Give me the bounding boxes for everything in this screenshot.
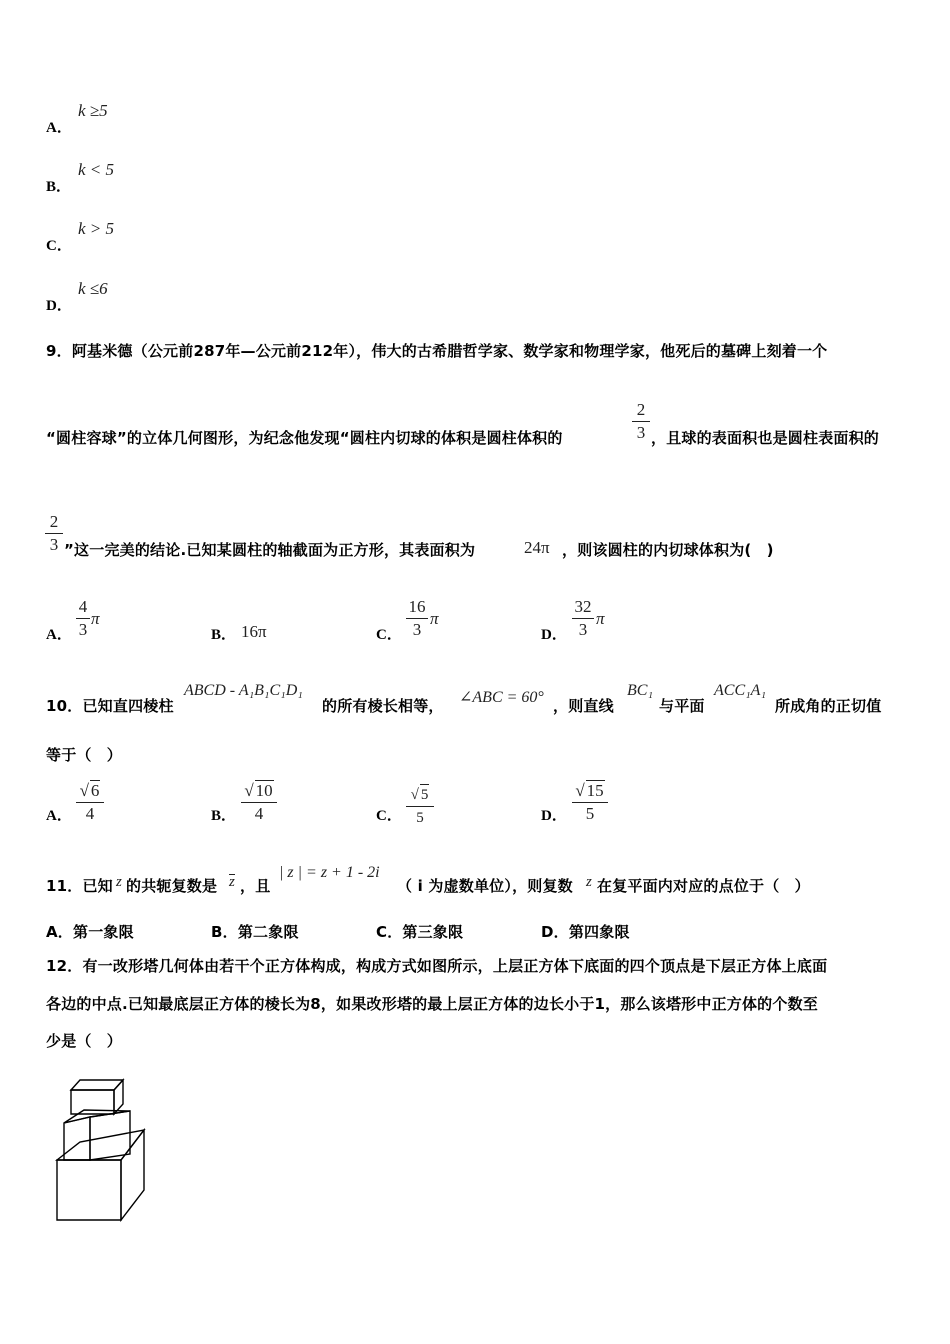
top-cube-side [114,1080,123,1114]
q9-frac2-den: 3 [49,535,59,554]
middle-cube-right [90,1111,130,1160]
q9-line-2b: ，且球的表面积也是圆柱表面积的 [651,429,880,447]
bottom-cube-side [121,1130,144,1220]
q10-option-a-radicand: 6 [90,781,100,800]
q10-prefix: 10．已知直四棱柱 [46,697,174,715]
q8-option-d-label: D． [46,298,72,314]
cube-tower-figure [50,1070,160,1230]
q10-option-a-fraction: √ 6 4 [76,780,104,824]
q9-fraction-two-thirds-1 [632,400,650,443]
q11-z: z [116,874,122,890]
q10-mid-3: 与平面 [659,697,705,715]
q12-line-1: 12．有一改形塔几何体由若干个正方体构成，构成方式如图所示，上层正方体下底面的四个顶点是下层正方体上底面 [46,957,828,975]
q9-frac2-num: 2 [49,512,59,531]
q10-option-c-label: C． [376,808,402,824]
q11-prefix: 11．已知 [46,877,113,895]
q8-option-a-expr: k ≥5 [78,101,108,120]
bottom-cube-front [57,1160,121,1220]
q9-surface-area: 24π [524,538,550,557]
q12-line-3: 少是（ ） [46,1032,123,1050]
q10-option-d-radicand: 15 [586,781,604,800]
q9-option-d-label: D． [541,627,567,643]
q10-plane: ACC₁A₁ [714,682,767,699]
q11-option-c: C．第三象限 [376,923,464,941]
q10-option-c-radicand: 5 [420,784,430,805]
q8-option-a-label: A． [46,120,72,136]
middle-cube-top [64,1110,130,1123]
q9-option-d-num: 32 [574,597,592,616]
q10-option-d-fraction: √ 15 5 [572,780,608,824]
q9-option-a-num: 4 [78,597,88,616]
q10-option-b-radicand: 10 [255,781,273,800]
middle-cube-left [64,1117,90,1160]
q9-option-c-den: 3 [412,620,422,639]
q9-option-c-pi: π [430,609,439,628]
q9-option-d-fraction [572,597,594,640]
q10-line-bc1: BC₁ [627,682,654,699]
q10-mid-2: ，则直线 [553,697,614,715]
q10-option-b-fraction: √ 10 4 [241,780,277,824]
q9-line-2a: “圆柱容球”的立体几何图形，为纪念他发现“圆柱内切球的体积是圆柱体积的 [46,429,563,447]
q10-option-a-den: 4 [85,804,95,823]
q9-option-c-num: 16 [408,597,426,616]
q8-option-b-expr: k < 5 [78,160,115,179]
q10-option-c-den: 5 [416,810,424,826]
q9-option-b-value: 16π [241,622,267,641]
q11-z-2: z [586,874,592,890]
q10-angle: ∠ABC = 60° [459,689,544,706]
q11-option-a: A．第一象限 [46,923,134,941]
q11-mid-4: 在复平面内对应的点位于（ ） [597,877,810,895]
q10-option-b-den: 4 [254,804,264,823]
q11-option-d: D．第四象限 [541,923,630,941]
q10-option-a-label: A． [46,808,72,824]
q9-option-a-pi: π [91,609,100,628]
q9-option-a-den: 3 [78,620,88,639]
q11-equation: | z | = z + 1 - 2i [279,864,380,881]
q9-frac1-den: 3 [636,423,646,442]
q11-z-bar: z [229,874,235,890]
q8-option-c-label: C． [46,238,72,254]
q9-option-b-label: B． [211,627,237,643]
q10-option-b-label: B． [211,808,237,824]
q9-option-d-pi: π [596,609,605,628]
q10-line-2: 等于（ ） [46,746,123,764]
q9-line-3a: ”这一完美的结论.已知某圆柱的轴截面为正方形，其表面积为 [64,541,476,559]
q9-frac1-num: 2 [636,400,646,419]
q11-option-b: B．第二象限 [211,923,299,941]
q9-option-a-fraction [76,597,90,640]
q10-option-c-fraction: √ 5 5 [406,784,434,828]
q10-mid-1: 的所有棱长相等， [322,697,444,715]
q9-option-d-den: 3 [578,620,588,639]
q9-option-c-label: C． [376,627,402,643]
q8-option-c-expr: k > 5 [78,219,115,238]
q11-mid-3: （ i 为虚数单位），则复数 [397,877,573,895]
q8-option-b-label: B． [46,179,72,195]
q10-option-d-den: 5 [585,804,595,823]
q9-line-3b: ，则该圆柱的内切球体积为( ) [562,541,774,559]
q10-prism: ABCD - A₁B₁C₁D₁ [184,682,303,699]
bottom-cube-top [57,1130,144,1160]
q9-option-c-fraction [406,597,428,640]
q10-option-d-label: D． [541,808,567,824]
q10-suffix: 所成角的正切值 [775,697,882,715]
q9-fraction-two-thirds-2 [45,512,63,555]
q9-option-a-label: A． [46,627,72,643]
q11-mid-2: ，且 [240,877,271,895]
q8-option-d-expr: k ≤6 [78,279,108,298]
q12-line-2: 各边的中点.已知最底层正方体的棱长为8，如果改形塔的最上层正方体的边长小于1，那么该塔形中正方体的个数至 [46,995,818,1013]
q11-mid-1: 的共轭复数是 [126,877,218,895]
q9-line-1: 9．阿基米德（公元前287年—公元前212年），伟大的古希腊哲学家、数学家和物理学家，他死后的墓碑上刻着一个 [46,342,828,360]
